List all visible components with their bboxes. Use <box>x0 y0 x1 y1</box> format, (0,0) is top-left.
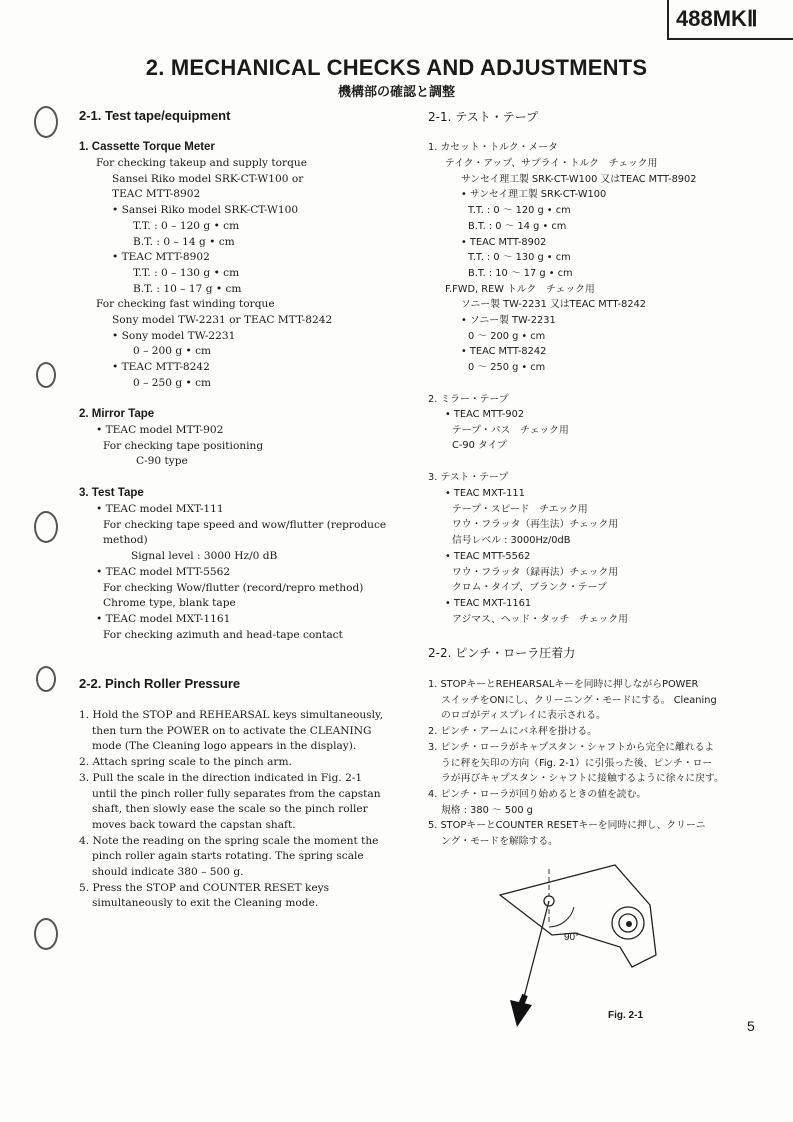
text-line-jp: • TEAC MTT-5562 <box>445 550 531 562</box>
text-line: 0 – 200 g • cm <box>133 345 212 358</box>
mirror-text <box>79 423 263 470</box>
text-line: 0 – 250 g • cm <box>133 376 212 389</box>
text-line-jp: T.T. : 0 ～ 130 g • cm <box>468 252 571 264</box>
text-line: • Sansei Riko model SRK-CT-W100 <box>112 204 299 217</box>
step-line: 4. Note the reading on the spring scale the moment the <box>79 834 379 847</box>
section-2-1-heading: 2-1. Test tape/equipment <box>79 108 231 123</box>
section-2-2-heading: 2-2. Pinch Roller Pressure <box>79 676 241 691</box>
steps-en <box>79 708 383 912</box>
text-line: • Sony model TW-2231 <box>112 329 236 342</box>
text-line: For checking azimuth and head-tape contact <box>103 628 343 641</box>
text-line-jp: • TEAC MXT-1161 <box>445 597 532 609</box>
text-line-jp: • TEAC MTT-8242 <box>461 346 547 358</box>
section-2-2-heading-jp: 2-2. ピンチ・ローラ圧着力 <box>428 646 576 660</box>
torque-heading-jp: 1. カセット・トルク・メータ <box>428 142 558 153</box>
text-line: For checking takeup and supply torque <box>96 157 307 169</box>
step-line: 2. Attach spring scale to the pinch arm. <box>79 756 292 769</box>
binder-hole <box>36 362 56 388</box>
figure-caption: Fig. 2-1 <box>608 1010 644 1021</box>
steps-jp <box>428 677 724 850</box>
text-line: For checking fast winding torque <box>96 298 275 311</box>
text-line: B.T. : 10 – 17 g • cm <box>133 282 242 295</box>
binder-hole <box>36 666 56 692</box>
testtape-heading-jp: 3. テスト・テープ <box>428 472 509 483</box>
text-line-jp: B.T. : 0 ～ 14 g • cm <box>468 220 567 232</box>
angle-arc <box>549 907 574 927</box>
text-line: B.T. : 0 – 14 g • cm <box>133 235 235 248</box>
testtape-text <box>79 502 386 643</box>
binder-hole <box>34 106 58 138</box>
text-line: method) <box>103 534 148 547</box>
text-line: C-90 type <box>136 455 188 468</box>
section-2-1-heading-jp: 2-1. テスト・テープ <box>428 110 539 124</box>
text-line-jp: B.T. : 10 ～ 17 g • cm <box>468 267 573 279</box>
text-line-jp: C-90 タイプ <box>452 440 507 452</box>
step-line-jp: 3. ピンチ・ローラがキャプスタン・シャフトから完全に離れるよ <box>428 741 715 753</box>
text-line: • TEAC model MXT-1161 <box>96 612 231 625</box>
text-line-jp: テープ・パス チェック用 <box>452 424 569 436</box>
text-line-jp: • ソニー製 TW-2231 <box>461 315 556 327</box>
text-line: TEAC MTT-8902 <box>112 188 201 201</box>
text-line-jp: ワウ・フラッタ（録再法）チェック用 <box>452 566 619 578</box>
text-line: • TEAC MTT-8242 <box>112 361 210 374</box>
angle-label: 90° <box>564 932 580 943</box>
mirror-text-jp <box>428 407 569 454</box>
capstan-shaft <box>626 921 632 927</box>
step-line-jp: ング・モードを解除する。 <box>441 836 558 848</box>
page-number: 5 <box>747 1018 755 1034</box>
text-line: Signal level : 3000 Hz/0 dB <box>131 550 278 563</box>
step-line: should indicate 380 – 500 g. <box>92 866 244 879</box>
torque-text-jp <box>428 156 697 376</box>
pull-line <box>522 901 549 1005</box>
text-line: • TEAC model MXT-111 <box>96 503 224 515</box>
text-line-jp: 0 ～ 200 g • cm <box>468 330 546 342</box>
text-line-jp: • TEAC MXT-111 <box>445 488 525 499</box>
text-line-jp: サンセイ理工製 SRK-CT-W100 又はTEAC MTT-8902 <box>461 173 697 185</box>
step-line-jp: 4. ピンチ・ローラが回り始めるときの値を読む。 <box>428 788 647 800</box>
text-line-jp: テイク・アップ、サプライ・トルク チェック用 <box>445 158 658 169</box>
testtape-heading: 3. Test Tape <box>79 487 144 499</box>
text-line: T.T. : 0 – 120 g • cm <box>133 219 240 232</box>
text-line: • TEAC MTT-8902 <box>112 251 210 264</box>
text-line: For checking tape speed and wow/flutter (reproduce <box>103 518 387 531</box>
step-line: 1. Hold the STOP and REHEARSAL keys simultaneously, <box>79 709 383 721</box>
testtape-text-jp <box>428 486 628 627</box>
text-line: Sony model TW-2231 or TEAC MTT-8242 <box>112 314 333 327</box>
step-line: simultaneously to exit the Cleaning mode. <box>92 897 319 910</box>
pinch-roller-figure <box>490 855 680 1030</box>
text-line-jp: 信号レベル : 3000Hz/0dB <box>452 535 571 547</box>
binder-hole <box>34 918 58 950</box>
text-line: Chrome type, blank tape <box>103 597 236 610</box>
step-line: then turn the POWER on to activate the CLEANING <box>92 724 372 737</box>
text-line-jp: • TEAC MTT-8902 <box>461 236 547 248</box>
step-line-jp: ラが再びキャプスタン・シャフトに接触するように徐々に戻す。 <box>441 773 724 785</box>
step-line: pinch roller again starts rotating. The spring scale <box>92 850 364 863</box>
step-line: shaft, then slowly ease the scale so the pinch roller <box>92 803 368 816</box>
text-line: For checking Wow/flutter (record/repro method) <box>103 581 364 594</box>
step-line-jp: 規格 : 380 ～ 500 g <box>441 804 533 816</box>
mirror-heading: 2. Mirror Tape <box>79 408 155 420</box>
text-line: • TEAC model MTT-5562 <box>96 565 231 578</box>
step-line: until the pinch roller fully separates from the capstan <box>92 787 381 800</box>
model-label: 488MKⅡ <box>676 6 758 31</box>
step-line: 5. Press the STOP and COUNTER RESET keys <box>79 881 330 894</box>
mirror-heading-jp: 2. ミラー・テープ <box>428 394 509 405</box>
page-title: 2. MECHANICAL CHECKS AND ADJUSTMENTS <box>145 55 648 80</box>
step-line-jp: うに秤を矢印の方向（Fig. 2-1）に引張った後、ピンチ・ロー <box>441 757 713 769</box>
text-line-jp: クロム・タイプ、ブランク・テープ <box>452 582 607 594</box>
text-line-jp: T.T. : 0 ～ 120 g • cm <box>468 205 571 217</box>
text-line-jp: アジマス、ヘッド・タッチ チェック用 <box>452 613 628 625</box>
text-line-jp: テープ・スピード チエック用 <box>452 503 588 515</box>
text-line-jp: ワウ・フラッタ（再生法）チェック用 <box>452 519 619 531</box>
text-line-jp: F.FWD, REW トルク チェック用 <box>445 283 595 295</box>
step-line: 3. Pull the scale in the direction indicated in Fig. 2-1 <box>79 771 363 784</box>
text-line: For checking tape positioning <box>103 439 264 452</box>
step-line: moves back toward the capstan shaft. <box>92 818 296 831</box>
step-line-jp: 1. STOPキーとREHEARSALキーを同時に押しながらPOWER <box>428 679 699 690</box>
binder-hole <box>34 511 58 543</box>
page-subtitle-jp: 機構部の確認と調整 <box>337 85 455 100</box>
step-line-jp: 2. ピンチ・アームにバネ秤を掛ける。 <box>428 726 597 738</box>
text-line-jp: • サンセイ理工製 SRK-CT-W100 <box>461 189 607 201</box>
text-line-jp: • TEAC MTT-902 <box>445 409 525 420</box>
torque-text <box>79 156 332 392</box>
text-line: T.T. : 0 – 130 g • cm <box>133 266 240 279</box>
step-line-jp: スイッチをONにし、クリーニング・モードにする。 Cleaning <box>441 694 717 706</box>
step-line: mode (The Cleaning logo appears in the display). <box>92 740 357 753</box>
text-line-jp: 0 ～ 250 g • cm <box>468 362 546 374</box>
step-line-jp: 5. STOPキーとCOUNTER RESETキーを同時に押し、クリーニ <box>428 820 706 832</box>
torque-heading: 1. Cassette Torque Meter <box>79 141 215 153</box>
text-line: • TEAC model MTT-902 <box>96 424 224 436</box>
step-line-jp: のロゴがディスプレイに表示される。 <box>441 710 606 722</box>
text-line-jp: ソニー製 TW-2231 又はTEAC MTT-8242 <box>461 299 647 311</box>
text-line: Sansei Riko model SRK-CT-W100 or <box>112 172 304 185</box>
